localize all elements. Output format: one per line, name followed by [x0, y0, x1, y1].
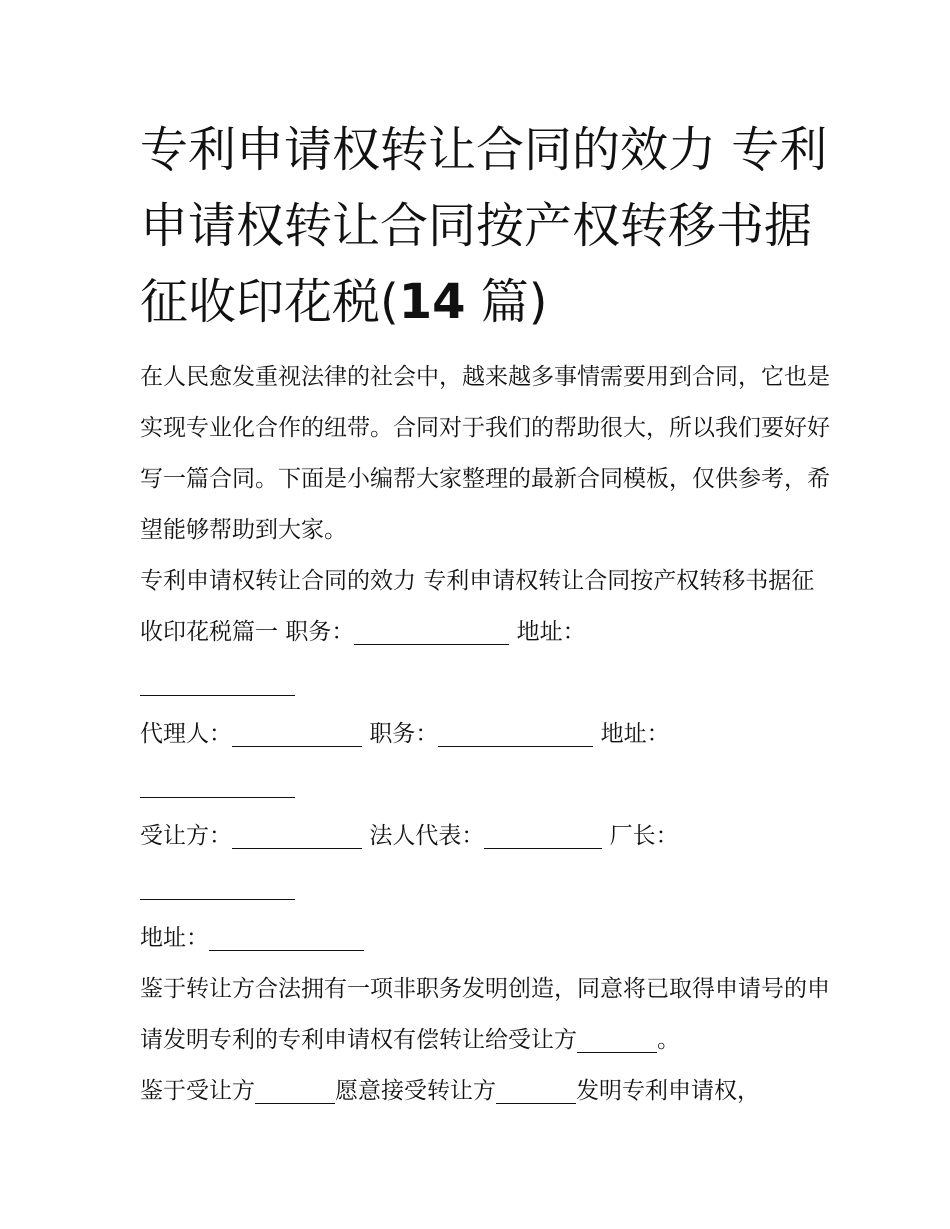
clause-2-text-b: 愿意接受转让方 — [335, 1078, 496, 1104]
legal-rep-blank — [484, 825, 602, 849]
clause-1-blank — [577, 1029, 657, 1053]
agent-position-label: 职务： — [369, 721, 439, 747]
document-body — [140, 352, 830, 1117]
assignee-address-blank — [209, 927, 364, 951]
title-count: 14 — [398, 274, 466, 330]
document-title — [140, 112, 830, 340]
agent-label: 代理人： — [140, 721, 232, 747]
agent-position-blank — [438, 723, 593, 747]
director-blank — [140, 876, 295, 900]
title-text-part2: 篇) — [465, 274, 548, 330]
clause-2-text-a: 鉴于受让方 — [140, 1078, 255, 1104]
director-label: 厂长： — [609, 823, 679, 849]
assignee-address-line — [140, 913, 830, 964]
clause-2-text-c: 发明专利申请权， — [576, 1078, 760, 1104]
address-label: 地址： — [516, 619, 586, 645]
assignee-blank — [232, 825, 362, 849]
agent-address-label: 地址： — [600, 721, 670, 747]
clause-1-end: 。 — [657, 1027, 680, 1053]
clause-1 — [140, 964, 830, 1066]
clause-1-text: 鉴于转让方合法拥有一项非职务发明创造，同意将已取得申请号的申请发明专利的专利申请权有偿转让给受让方 — [140, 976, 830, 1053]
agent-address-blank — [140, 774, 295, 798]
legal-rep-label: 法人代表： — [369, 823, 485, 849]
clause-2-blank-2 — [496, 1080, 576, 1104]
address-blank — [140, 672, 295, 696]
agent-blank — [232, 723, 362, 747]
section-heading: 专利申请权转让合同的效力 专利申请权转让合同按产权转移书据征收印花税篇一 — [140, 568, 815, 645]
clause-2 — [140, 1066, 830, 1117]
position-label: 职务： — [285, 619, 355, 645]
intro-paragraph: 在人民愈发重视法律的社会中，越来越多事情需要用到合同，它也是实现专业化合作的纽带。合同对于我们的帮助很大，所以我们要好好写一篇合同。下面是小编帮大家整理的最新合同模板，仅供参考，希望能够帮助到大家。 — [140, 364, 830, 543]
position-blank — [354, 621, 509, 645]
assignee-label: 受让方： — [140, 823, 232, 849]
assignee-line — [140, 811, 830, 913]
agent-line — [140, 709, 830, 811]
clause-2-blank-1 — [255, 1080, 335, 1104]
section-heading-line — [140, 556, 830, 709]
title-text-part1: 专利申请权转让合同的效力 专利申请权转让合同按产权转移书据征收印花税( — [140, 122, 828, 330]
assignee-address-label: 地址： — [140, 925, 209, 951]
